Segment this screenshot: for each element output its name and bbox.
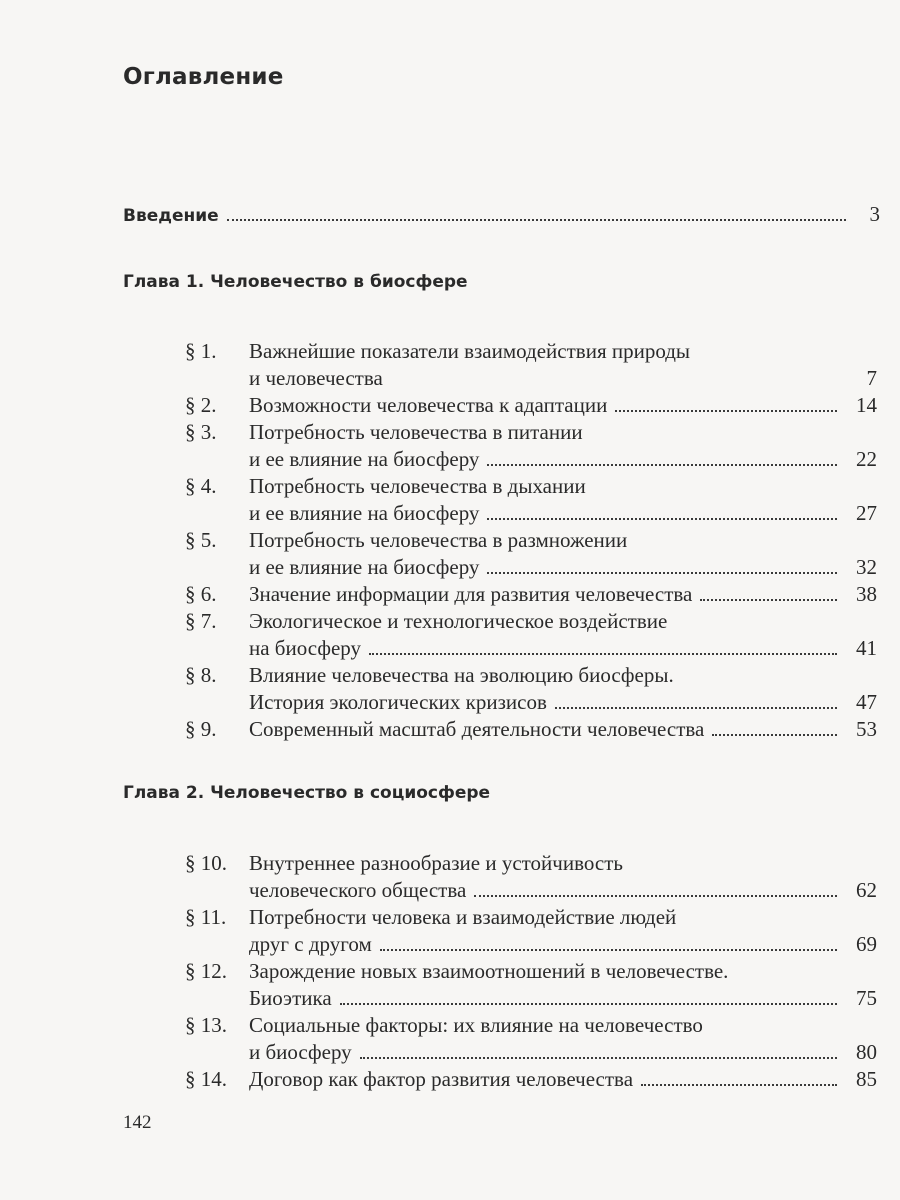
- section-page-number: 53: [856, 717, 877, 741]
- toc-entry: [185, 904, 877, 958]
- toc-entry: [185, 473, 877, 527]
- section-page-number: 62: [856, 878, 877, 902]
- section-title: [249, 392, 877, 419]
- section-number: § 2.: [185, 393, 217, 417]
- section-title: [249, 904, 877, 958]
- toc-entry: [185, 392, 877, 419]
- section-title-last-line: [249, 365, 877, 392]
- section-number: § 9.: [185, 717, 217, 741]
- section-title-text: История экологических кризисов: [249, 690, 547, 714]
- section-number: § 7.: [185, 609, 217, 633]
- section-title-text: человеческого общества: [249, 878, 467, 902]
- section-number: § 8.: [185, 663, 217, 687]
- section-number: § 14.: [185, 1067, 227, 1091]
- section-page-number: 41: [856, 636, 877, 660]
- section-title-line: Потребность человечества в питании: [249, 420, 583, 444]
- section-title-line: Потребность человечества в размножении: [249, 528, 628, 552]
- section-title: [249, 958, 877, 1012]
- section-number: § 6.: [185, 582, 217, 606]
- section-page-number: 7: [866, 366, 877, 390]
- section-title: [249, 473, 877, 527]
- section-title-text: Возможности человечества к адаптации: [249, 393, 608, 417]
- dot-leader: [641, 1084, 837, 1086]
- section-page-number: 22: [856, 447, 877, 471]
- dot-leader: [360, 1057, 837, 1059]
- section-title-line: Социальные факторы: их влияние на человечество: [249, 1013, 703, 1037]
- section-title: [249, 581, 877, 608]
- section-page-number: 14: [856, 393, 877, 417]
- dot-leader: [369, 653, 837, 655]
- section-title-last-line: [249, 446, 877, 473]
- section-number: § 4.: [185, 474, 217, 498]
- chapter-1-list: [185, 338, 877, 743]
- toc-entry: [185, 419, 877, 473]
- page-number: 142: [123, 1112, 152, 1133]
- section-title-line: Потребности человека и взаимодействие людей: [249, 905, 677, 929]
- section-title-line: Зарождение новых взаимоотношений в человечестве.: [249, 959, 729, 983]
- section-title-text: и человечества: [249, 366, 383, 390]
- section-title: [249, 850, 877, 904]
- chapter-1-heading: Глава 1. Человечество в биосфере: [123, 272, 468, 292]
- toc-entry: [185, 1012, 877, 1066]
- section-title-last-line: [249, 581, 877, 608]
- section-number: § 12.: [185, 959, 227, 983]
- section-title-last-line: [249, 635, 877, 662]
- chapter-2-heading: Глава 2. Человечество в социосфере: [123, 783, 491, 803]
- section-title: [249, 662, 877, 716]
- section-page-number: 38: [856, 582, 877, 606]
- dot-leader: [700, 599, 837, 601]
- dot-leader: [380, 949, 837, 951]
- toc-entry: [185, 608, 877, 662]
- section-title: [249, 716, 877, 743]
- section-title-line: Внутреннее разнообразие и устойчивость: [249, 851, 623, 875]
- section-title-last-line: [249, 877, 877, 904]
- section-title-text: Современный масштаб деятельности человечества: [249, 717, 705, 741]
- section-title-last-line: [249, 985, 877, 1012]
- section-title-text: и ее влияние на биосферу: [249, 555, 480, 579]
- section-page-number: 69: [856, 932, 877, 956]
- section-page-number: 32: [856, 555, 877, 579]
- section-page-number: 47: [856, 690, 877, 714]
- toc-entry: [185, 338, 877, 392]
- section-title: [249, 1012, 877, 1066]
- section-title-line: Влияние человечества на эволюцию биосферы.: [249, 663, 674, 687]
- dot-leader: [555, 707, 837, 709]
- section-title-last-line: [249, 689, 877, 716]
- section-title-line: Потребность человечества в дыхании: [249, 474, 586, 498]
- section-title-last-line: [249, 1066, 877, 1093]
- section-title-text: друг с другом: [249, 932, 372, 956]
- intro-page-number: 3: [869, 202, 880, 226]
- dot-leader: [615, 410, 837, 412]
- dot-leader: [712, 734, 837, 736]
- page-title: Оглавление: [123, 64, 284, 90]
- intro-label: Введение: [123, 206, 219, 226]
- toc-entry: [185, 850, 877, 904]
- section-number: § 11.: [185, 905, 227, 929]
- dot-leader: [340, 1003, 837, 1005]
- section-page-number: 75: [856, 986, 877, 1010]
- toc-entry-intro: [123, 202, 880, 227]
- section-title-last-line: [249, 1039, 877, 1066]
- toc-entry: [185, 662, 877, 716]
- dot-leader: [487, 572, 837, 574]
- dot-leader: [227, 219, 846, 221]
- section-title-text: Значение информации для развития человечества: [249, 582, 693, 606]
- section-title-last-line: [249, 931, 877, 958]
- section-title-last-line: [249, 500, 877, 527]
- toc-entry: [185, 581, 877, 608]
- section-title: [249, 1066, 877, 1093]
- section-title-text: Договор как фактор развития человечества: [249, 1067, 634, 1091]
- toc-entry: [185, 716, 877, 743]
- dot-leader: [474, 895, 837, 897]
- dot-leader: [487, 518, 837, 520]
- section-title: [249, 338, 877, 392]
- section-title-text: на биосферу: [249, 636, 361, 660]
- section-page-number: 80: [856, 1040, 877, 1064]
- section-number: § 13.: [185, 1013, 227, 1037]
- section-title-text: Биоэтика: [249, 986, 332, 1010]
- section-title-last-line: [249, 554, 877, 581]
- section-title-last-line: [249, 392, 877, 419]
- section-title-text: и ее влияние на биосферу: [249, 447, 480, 471]
- chapter-2-list: [185, 850, 877, 1093]
- section-title-last-line: [249, 716, 877, 743]
- toc-entry: [185, 527, 877, 581]
- section-title: [249, 419, 877, 473]
- section-title: [249, 527, 877, 581]
- section-title: [249, 608, 877, 662]
- section-title-text: и биосферу: [249, 1040, 352, 1064]
- toc-entry: [185, 958, 877, 1012]
- section-title-line: Важнейшие показатели взаимодействия природы: [249, 339, 691, 363]
- section-number: § 10.: [185, 851, 227, 875]
- section-title-line: Экологическое и технологическое воздействие: [249, 609, 668, 633]
- section-number: § 1.: [185, 339, 217, 363]
- section-page-number: 27: [856, 501, 877, 525]
- section-page-number: 85: [856, 1067, 877, 1091]
- dot-leader: [487, 464, 837, 466]
- section-number: § 5.: [185, 528, 217, 552]
- section-number: § 3.: [185, 420, 217, 444]
- section-title-text: и ее влияние на биосферу: [249, 501, 480, 525]
- toc-entry: [185, 1066, 877, 1093]
